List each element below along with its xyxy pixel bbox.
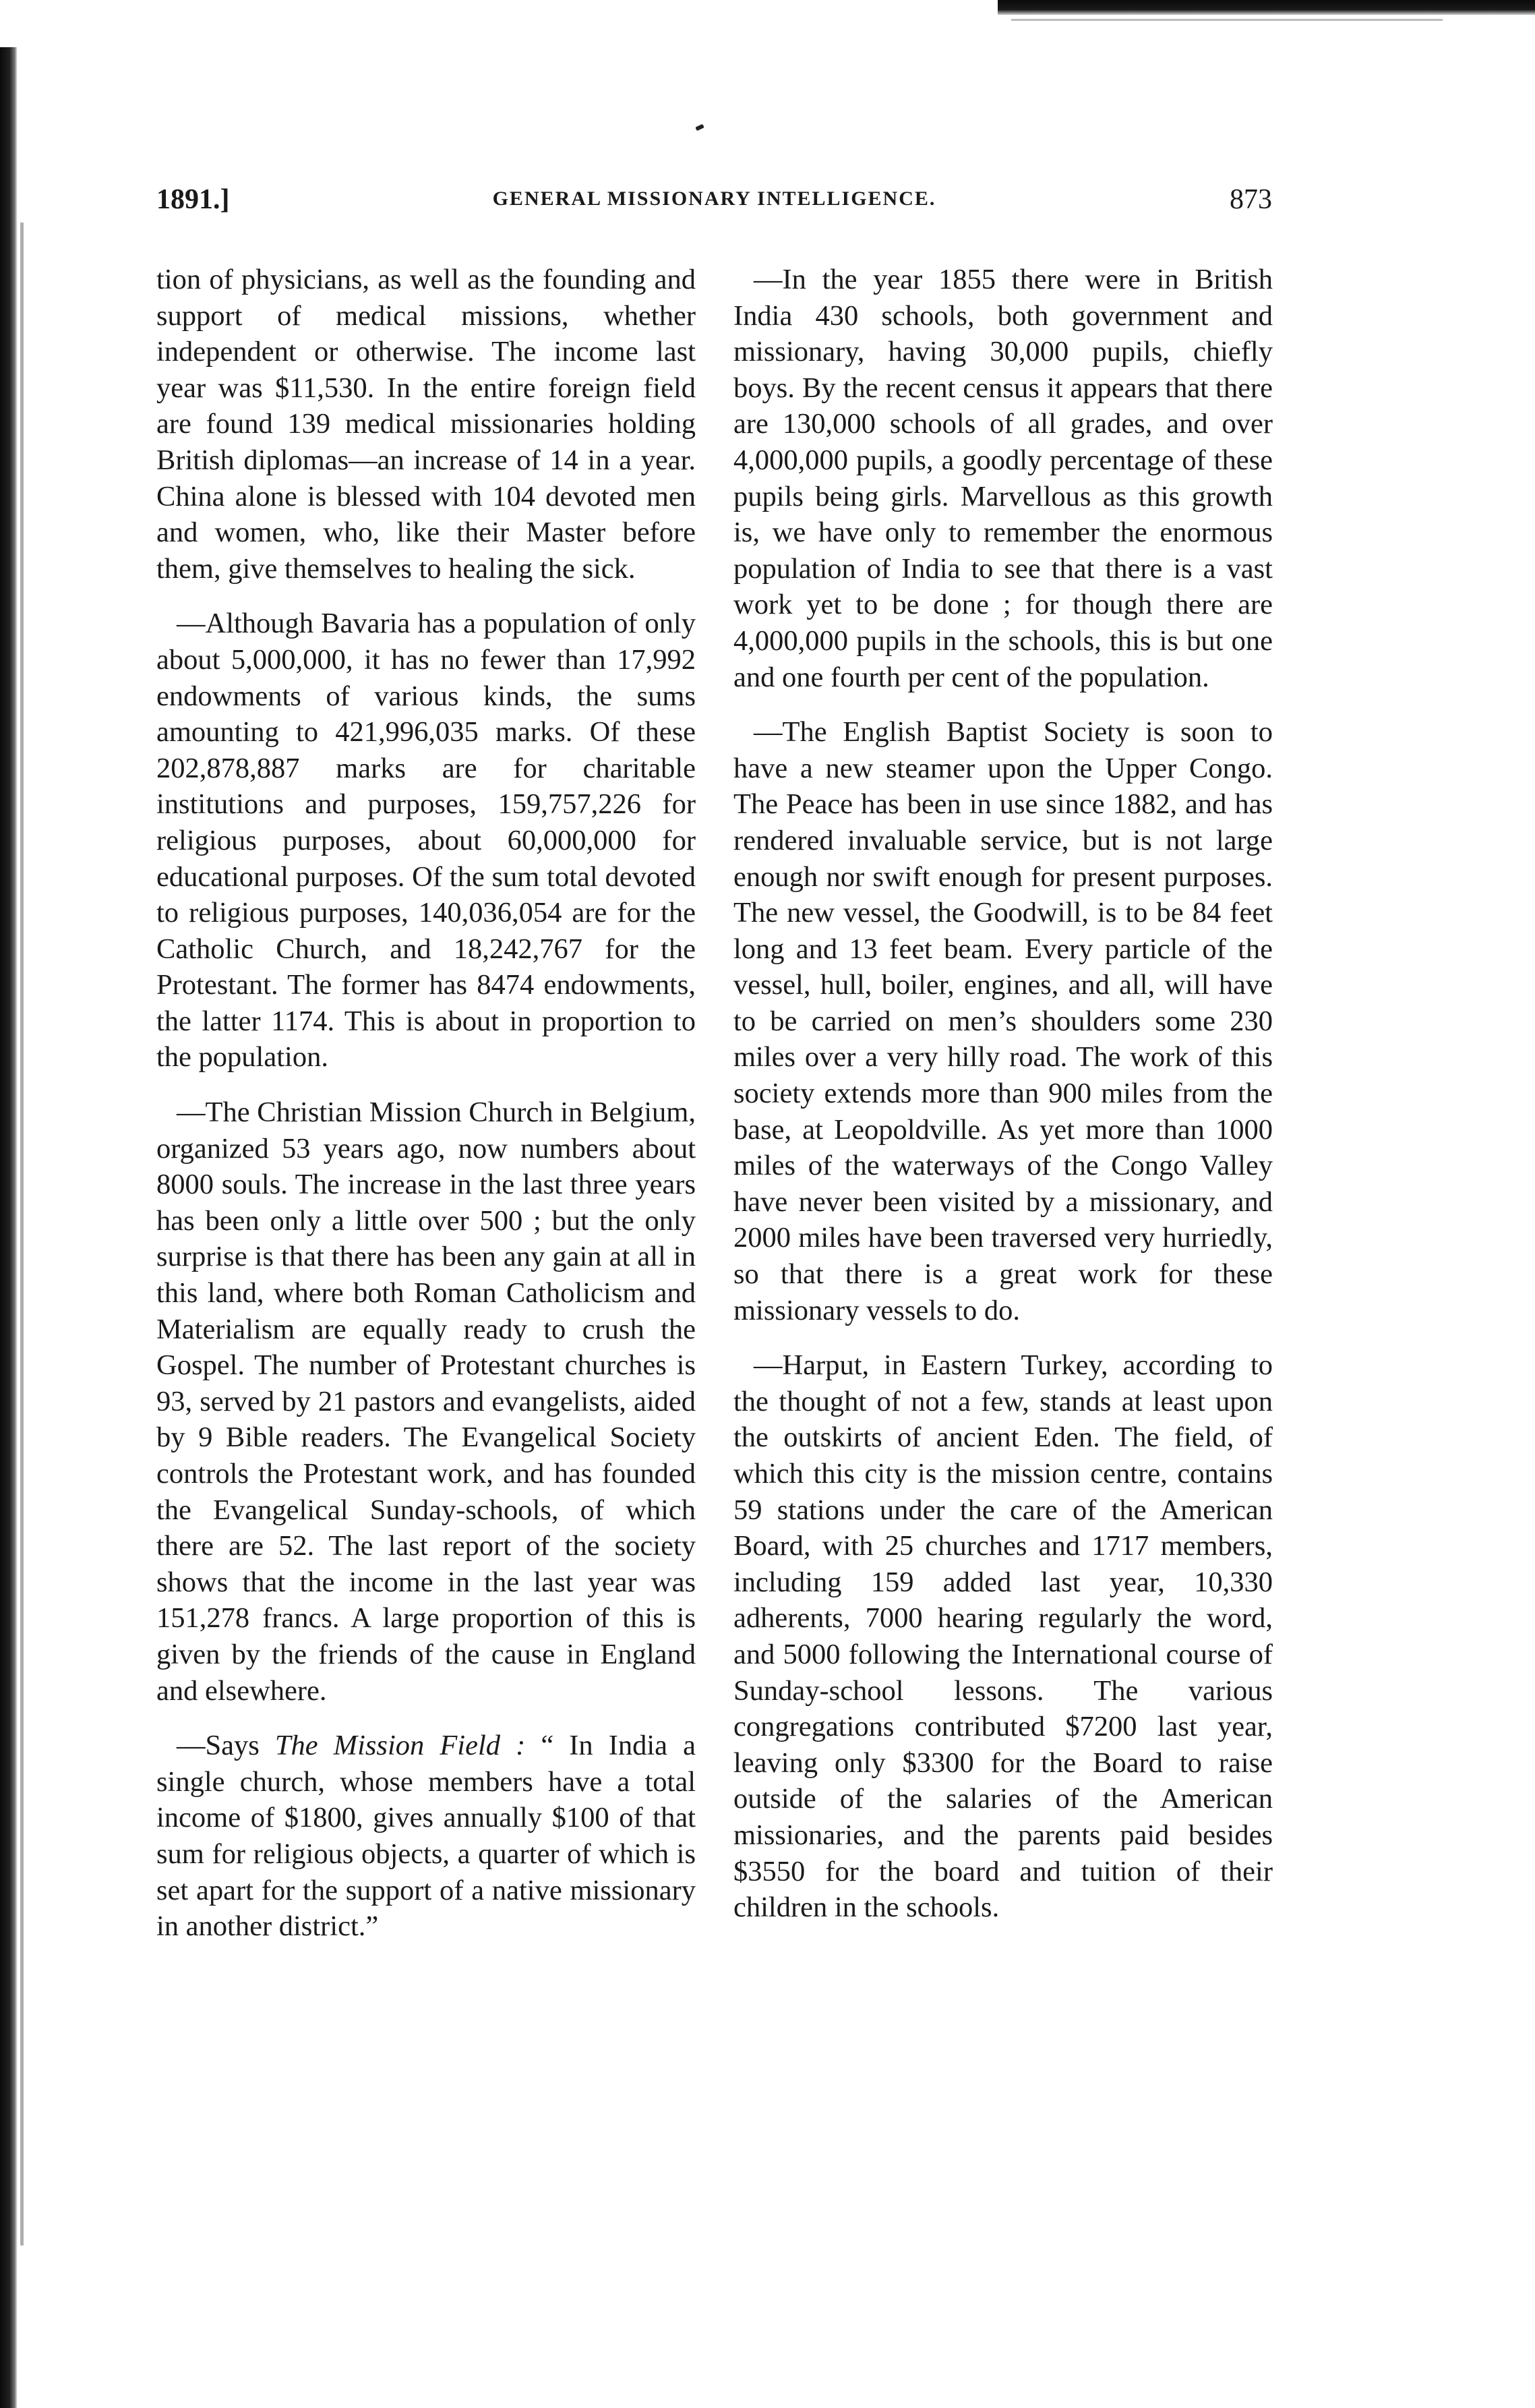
scan-speck: [695, 124, 704, 131]
page-number: 873: [1230, 184, 1272, 215]
quote-text: “ In India a single church, whose members have a total income of $1800, gives annually $100 of that sum for religious objects, a quarter of which is set apart for the support of a native missionary in another district.”: [156, 1730, 696, 1943]
paragraph-gap: [156, 1709, 696, 1728]
paragraph-mission-field-quote: [156, 1728, 696, 1945]
paragraph-bavaria: —Although Bavaria has a population of only about 5,000,000, it has no fewer than 17,992 endowments of various kinds, the sums amounting to 421,996,035 marks. Of these 202,878,887 marks are for charitable institutions and purposes, 159,757,226 for religious purposes, about 60,000,000 for educational purposes. Of the sum total devoted to religious purposes, 140,036,054 are for the Catholic Church, and 18,242,767 for the Protestant. The former has 8474 endowments, the latter 1174. This is about in proportion to the population.: [156, 608, 696, 1074]
paragraph-gap: [733, 1328, 1273, 1347]
paragraph-medical-missions: tion of physicians, as well as the founding and support of medical missions, whether independent or otherwise. The income last year was $11,530. In the entire foreign field are found 139 medical missionaries holding British diplomas—an increase of 14 in a year. China alone is blessed with 104 devoted men and women, who, like their Master before them, give themselves to healing the sick.: [156, 264, 696, 585]
scan-edge-top-shadow: [1011, 19, 1443, 21]
quote-lead: —Says: [177, 1730, 275, 1762]
right-column: [733, 262, 1273, 1926]
left-column: [156, 262, 696, 1945]
paragraph-india-schools: —In the year 1855 there were in British India 430 schools, both government and missionary, having 30,000 pupils, chiefly boys. By the recent census it appears that there are 130,000 schools of all grades, and over 4,000,000 pupils, a goodly percentage of these pupils being girls. Marvellous as this growth is, we have only to remember the enormous population of India to see that there is a vast work yet to be done ; for though there are 4,000,000 pupils in the schools, this is but one and one fourth per cent of the population.: [733, 264, 1273, 693]
paragraph-gap: [156, 587, 696, 606]
quote-source-title: The Mission Field :: [274, 1730, 526, 1762]
scan-edge-top: [998, 0, 1535, 15]
running-head-title: GENERAL MISSIONARY INTELLIGENCE.: [492, 187, 936, 210]
running-head-year: 1891.]: [156, 184, 230, 215]
paragraph-gap: [733, 695, 1273, 714]
paragraph-gap: [156, 1076, 696, 1094]
paragraph-harput: —Harput, in Eastern Turkey, according to the thought of not a few, stands at least upon the outskirts of ancient Eden. The field, of which this city is the mission centre, contains 59 stations under the care of the American Board, with 25 churches and 1717 members, including 159 added last year, 10,330 adherents, 7000 hearing regularly the word, and 5000 following the International course of Sunday-school lessons. The various congregations contributed $7200 last year, leaving only $3300 for the Board to raise outside of the salaries of the American missionaries, and the parents paid besides $3550 for the board and tuition of their children in the schools.: [733, 1349, 1273, 1924]
paragraph-congo-steamer: —The English Baptist Society is soon to have a new steamer upon the Upper Congo. The Peace has been in use since 1882, and has rendered invaluable service, but is not large enough nor swift enough for present purposes. The new vessel, the Goodwill, is to be 84 feet long and 13 feet beam. Every particle of the vessel, hull, boiler, engines, and all, will have to be carried on men’s shoulders some 230 miles over a very hilly road. The work of this society extends more than 900 miles from the base, at Leopoldville. As yet more than 1000 miles of the waterways of the Congo Valley have never been visited by a missionary, and 2000 miles have been traversed very hurriedly, so that there is a great work for these missionary vessels to do.: [733, 716, 1273, 1326]
scan-edge-left-shadow: [20, 223, 24, 2245]
paragraph-belgium: —The Christian Mission Church in Belgium, organized 53 years ago, now numbers about 8000 souls. The increase in the last three years has been only a little over 500 ; but the only surprise is that there has been any gain at all in this land, where both Roman Catholicism and Materialism are equally ready to crush the Gospel. The number of Protestant churches is 93, served by 21 pastors and evangelists, aided by 9 Bible readers. The Evangelical Society controls the Protestant work, and has founded the Evangelical Sunday-schools, of which there are 52. The last report of the society shows that the income in the last year was 151,278 francs. A large proportion of this is given by the friends of the cause in England and elsewhere.: [156, 1096, 696, 1707]
scan-edge-left: [0, 47, 18, 2408]
running-head: [156, 183, 1272, 224]
